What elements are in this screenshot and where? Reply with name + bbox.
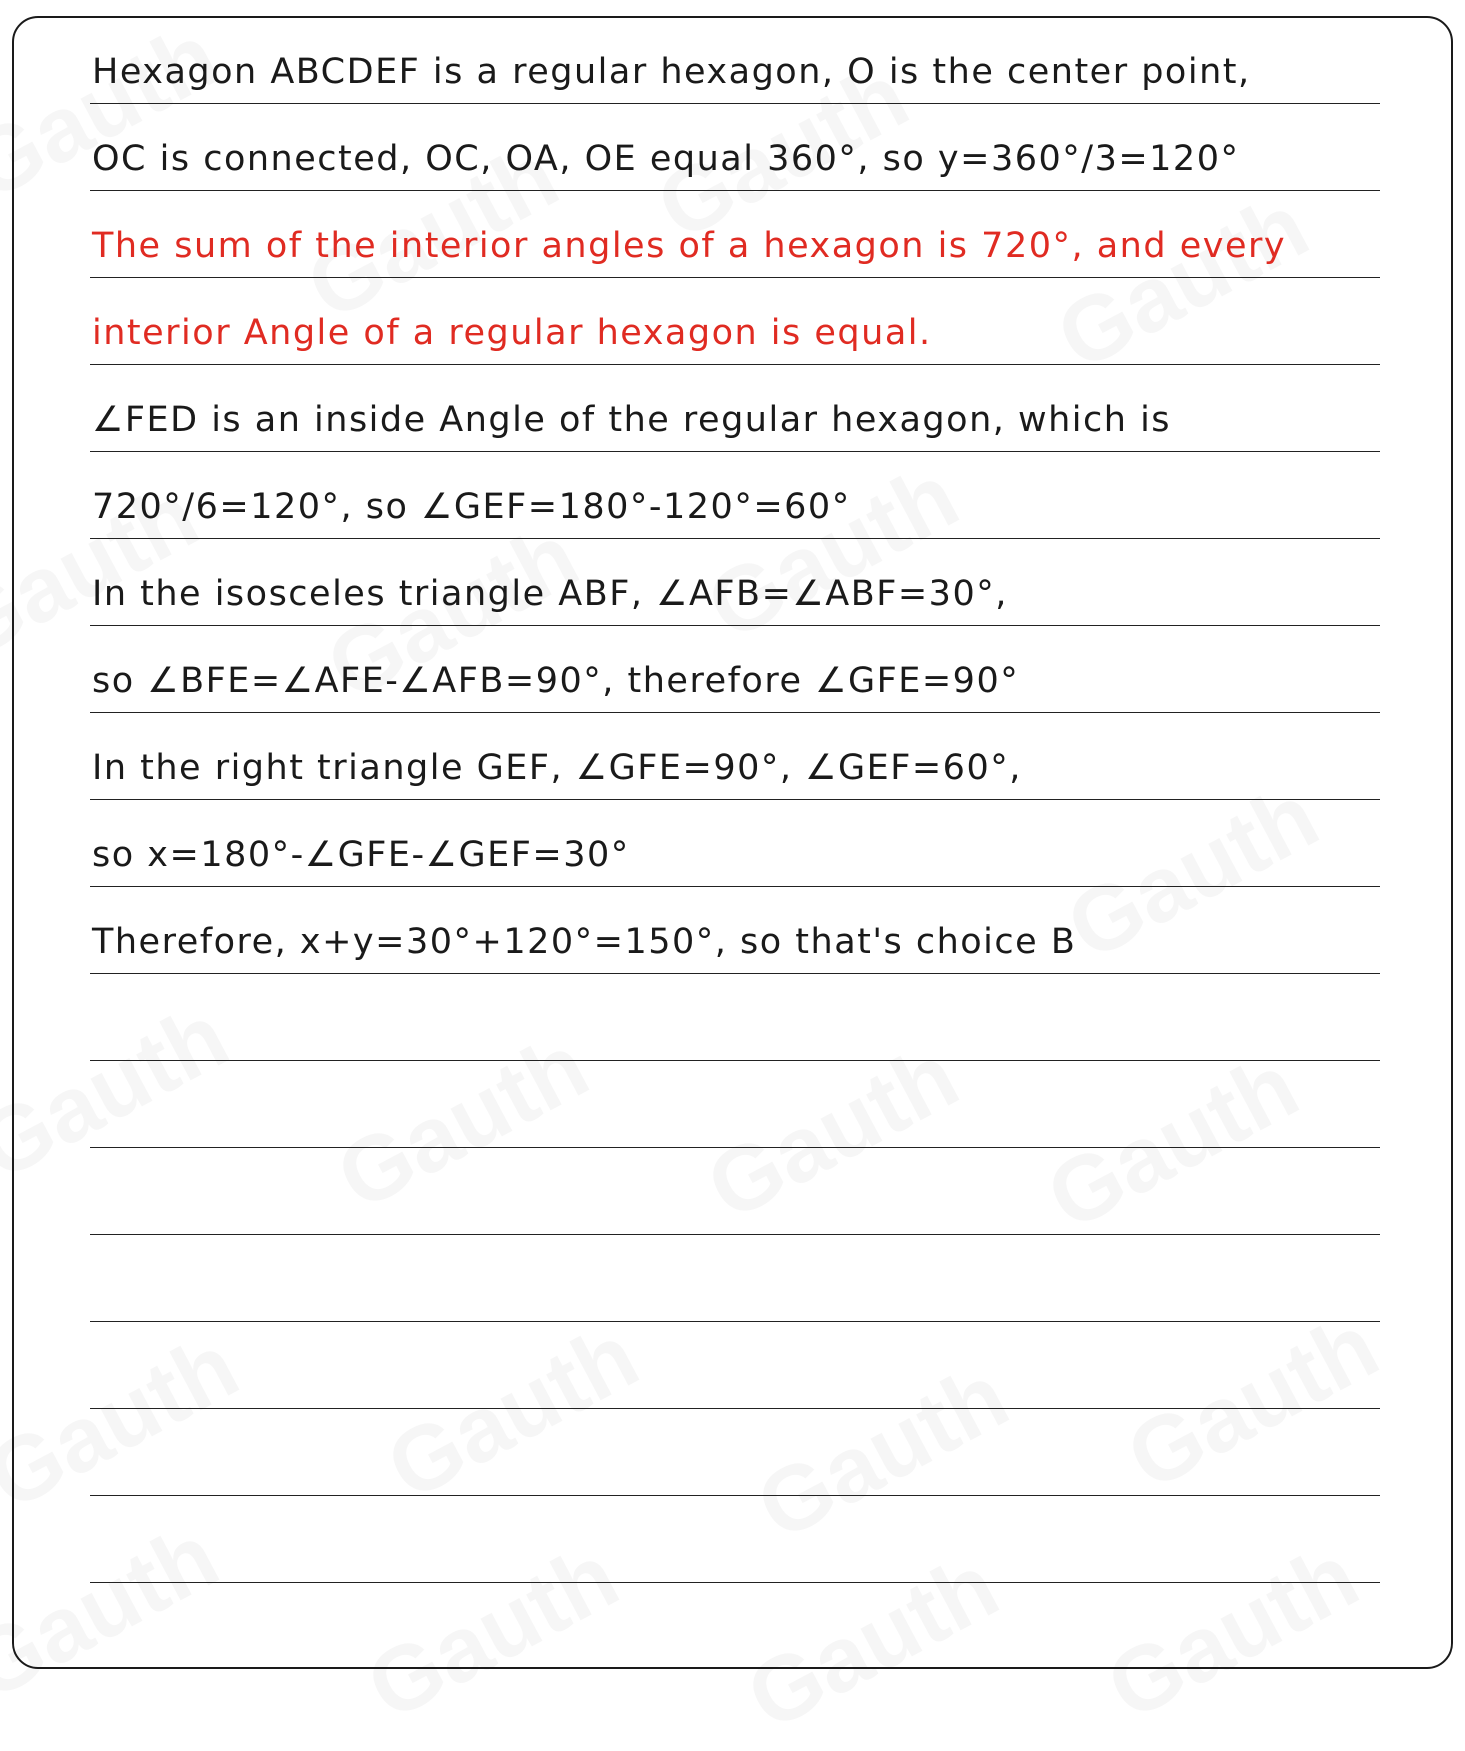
ruled-line (90, 364, 1380, 365)
solution-line-7: In the isosceles triangle ABF, ∠AFB=∠ABF=30°, (92, 574, 1008, 614)
solution-line-1: Hexagon ABCDEF is a regular hexagon, O is the center point, (92, 52, 1251, 92)
ruled-line (90, 1408, 1380, 1409)
solution-line-3: The sum of the interior angles of a hexagon is 720°, and every (92, 226, 1287, 266)
ruled-line (90, 625, 1380, 626)
ruled-line (90, 1234, 1380, 1235)
ruled-line (90, 973, 1380, 974)
solution-line-2: OC is connected, OC, OA, OE equal 360°, so y=360°/3=120° (92, 139, 1240, 179)
ruled-line (90, 1582, 1380, 1583)
ruled-line (90, 1495, 1380, 1496)
ruled-line (90, 1321, 1380, 1322)
ruled-line (90, 538, 1380, 539)
ruled-line (90, 190, 1380, 191)
ruled-line (90, 886, 1380, 887)
solution-line-4: interior Angle of a regular hexagon is equal. (92, 313, 932, 353)
solution-line-10: so x=180°-∠GFE-∠GEF=30° (92, 835, 630, 875)
ruled-line (90, 712, 1380, 713)
ruled-line (90, 451, 1380, 452)
solution-line-11: Therefore, x+y=30°+120°=150°, so that's choice B (92, 922, 1077, 962)
solution-line-8: so ∠BFE=∠AFE-∠AFB=90°, therefore ∠GFE=90° (92, 661, 1020, 701)
ruled-line (90, 103, 1380, 104)
solution-line-5: ∠FED is an inside Angle of the regular hexagon, which is (92, 400, 1172, 440)
ruled-line (90, 1147, 1380, 1148)
solution-line-6: 720°/6=120°, so ∠GEF=180°-120°=60° (92, 487, 851, 527)
ruled-line (90, 799, 1380, 800)
ruled-line (90, 277, 1380, 278)
solution-line-9: In the right triangle GEF, ∠GFE=90°, ∠GEF=60°, (92, 748, 1022, 788)
ruled-line (90, 1060, 1380, 1061)
